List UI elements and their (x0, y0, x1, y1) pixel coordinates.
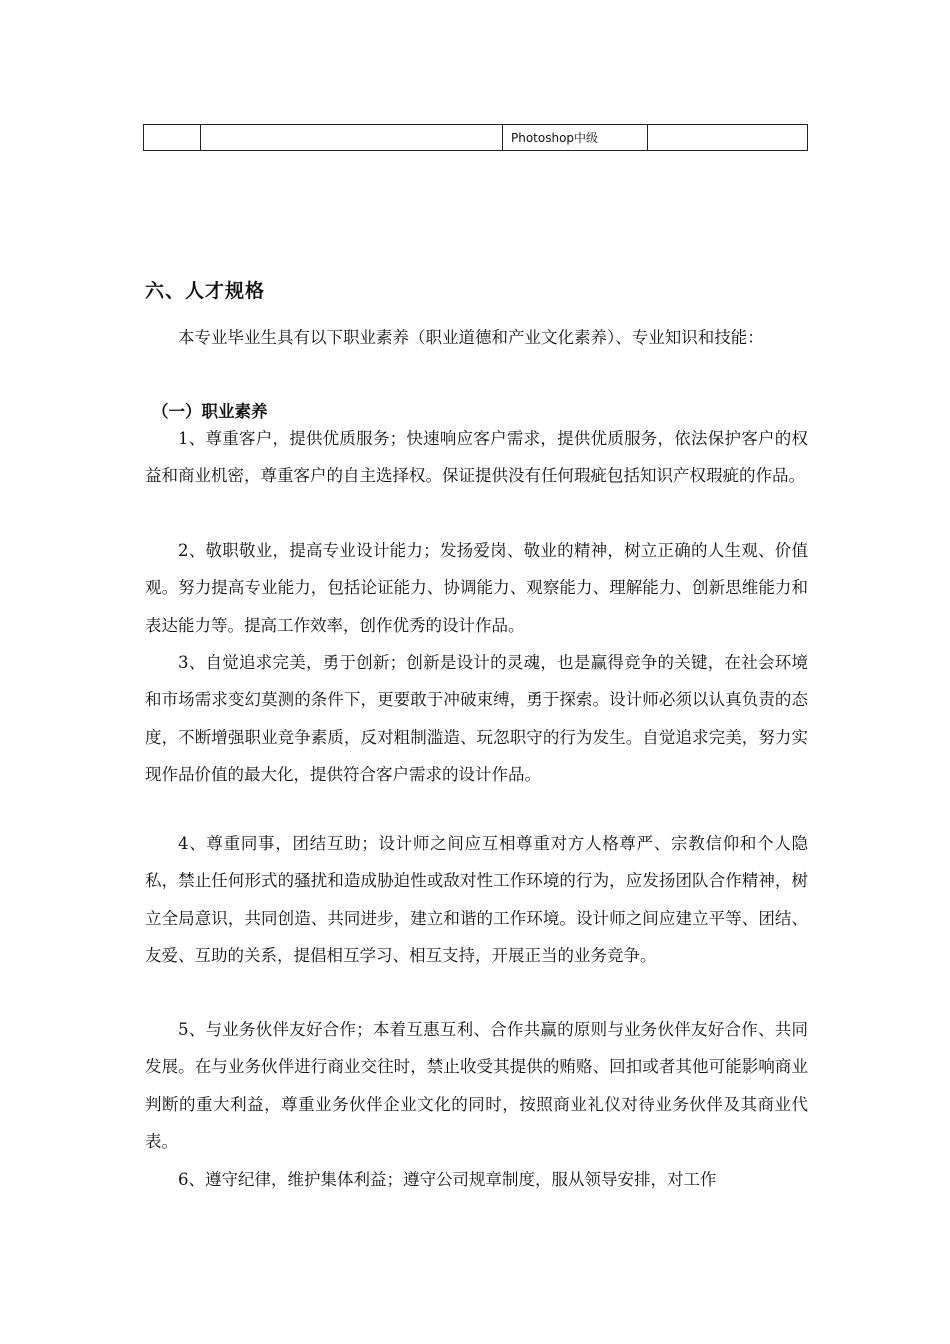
paragraph-5: 5、与业务伙伴友好合作；本着互惠互利、合作共赢的原则与业务伙伴友好合作、共同发展。在与业务伙伴进行商业交往时，禁止收受其提供的贿赂、回扣或者其他可能影响商业判断的重大利益，尊重业务伙伴企业文化的同时，按照商业礼仪对待业务伙伴及其商业代表。 (145, 1020, 808, 1151)
paragraph-1: 1、尊重客户，提供优质服务；快速响应客户需求，提供优质服务，依法保护客户的权益和商业机密，尊重客户的自主选择权。保证提供没有任何瑕疵包括知识产权瑕疵的作品。 (145, 429, 808, 486)
table-cell (648, 125, 808, 151)
paragraph-3: 3、自觉追求完美，勇于创新；创新是设计的灵魂，也是赢得竞争的关键，在社会环境和市场需求变幻莫测的条件下，更要敢于冲破束缚，勇于探索。设计师必须以认真负责的态度，不断增强职业竞争素质，反对粗制滥造、玩忽职守的行为发生。自觉追求完美，努力实现作品价值的最大化，提供符合客户需求的设计作品。 (145, 653, 808, 784)
subheading-professional-quality: （一）职业素养 (152, 402, 268, 421)
paragraph-2: 2、敬职敬业，提高专业设计能力；发扬爱岗、敬业的精神，树立正确的人生观、价值观。努力提高专业能力，包括论证能力、协调能力、观察能力、理解能力、创新思维能力和表达能力等。提高工作效率，创作优秀的设计作品。 (145, 541, 808, 635)
table-cell-certificate: Photoshop中级 (503, 125, 648, 151)
table-cell (144, 125, 201, 151)
table-cell (201, 125, 503, 151)
table-row (144, 125, 808, 151)
paragraph-6: 6、遵守纪律，维护集体利益；遵守公司规章制度，服从领导安排，对工作 (178, 1170, 717, 1189)
section-title: 六、人才规格 (145, 280, 266, 302)
paragraph-4: 4、尊重同事，团结互助；设计师之间应互相尊重对方人格尊严、宗教信仰和个人隐私，禁止任何形式的骚扰和造成胁迫性或敌对性工作环境的行为，应发扬团队合作精神，树立全局意识，共同创造、共同进步，建立和谐的工作环境。设计师之间应建立平等、团结、友爱、互助的关系，提倡相互学习、相互支持，开展正当的业务竞争。 (145, 834, 808, 965)
intro-paragraph: 本专业毕业生具有以下职业素养（职业道德和产业文化素养）、专业知识和技能： (178, 328, 764, 347)
skills-table-fragment (143, 124, 808, 151)
